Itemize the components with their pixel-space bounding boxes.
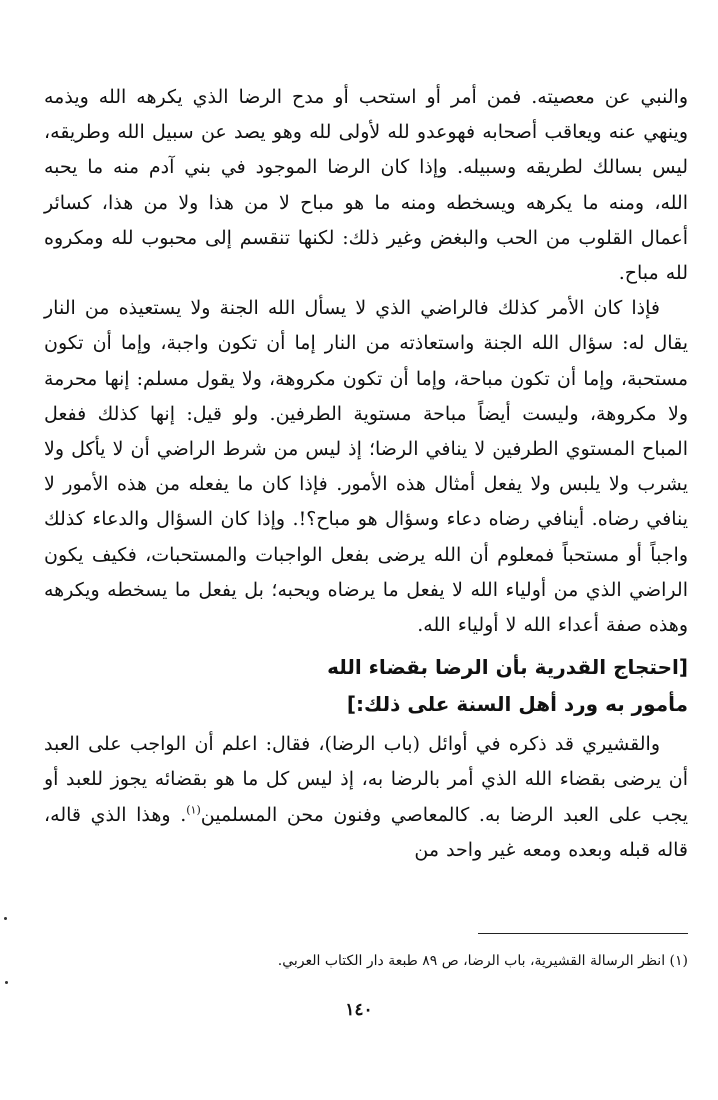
text-line: ما هو بقضائه يجوز للعبد أو يجب على العبد الرضا به. كالمعاصي وفنون bbox=[44, 768, 688, 826]
text-line: والنبي عن معصيته. فمن أمر أو استحب أو مدح الرضا الذي يكرهه الله bbox=[98, 86, 688, 108]
text-line: لكنها تنقسم إلى محبوب لله ومكروه لله مباح. bbox=[44, 226, 688, 285]
text-line: سبيل الله وطريقه، ليس بسالك لطريقه وسبيله. وإذا كان الرضا الموجود bbox=[44, 121, 689, 179]
paragraph-1 bbox=[44, 80, 688, 291]
text-line: رضاه. أينافي رضاه دعاء وسؤال هو مباح؟!. وإذا كان السؤال والدعاء bbox=[92, 508, 639, 531]
scan-speck bbox=[4, 917, 7, 920]
text-line: الطرفين. ولو قيل: إنها كذلك ففعل المباح المستوي الطرفين لا ينافي bbox=[44, 402, 688, 461]
text-line: فإذا كان الأمر كذلك فالراضي الذي لا يسأل الله الجنة ولا يستعيذه bbox=[118, 297, 660, 320]
text-line: ولا يقول مسلم: إنها محرمة ولا مكروهة، وليست أيضاً مباحة مستوية bbox=[44, 367, 688, 425]
text-line: ويحبه؛ بل يفعل ما يسخطه ويكرهه وهذه صفة أعداء الله لا أولياء الله. bbox=[44, 578, 688, 637]
paragraph-2 bbox=[44, 291, 688, 643]
paragraph-3 bbox=[44, 727, 688, 868]
text-line: كذلك واجباً أو مستحباً فمعلوم أن الله يرضى بفعل الواجبات bbox=[44, 508, 688, 566]
footnote-separator bbox=[478, 933, 688, 934]
text-line: على العبد أن يرضى بقضاء الله الذي أمر بالرضا به، إذ ليس كل bbox=[44, 733, 688, 791]
text-line: والقشيري قد ذكره في أوائل (باب الرضا)، فقال: اعلم أن الواجب bbox=[129, 733, 660, 756]
section-heading bbox=[44, 643, 688, 727]
text-line: ويذمه وينهي عنه ويعاقب أصحابه فهوعدو لله لأولى لله وهو يصد عن bbox=[44, 86, 688, 144]
text-line: الرضا؛ إذ ليس من شرط الراضي أن لا يأكل ولا يشرب ولا يلبس bbox=[44, 438, 689, 496]
text-line: وإما أن تكون مستحبة، وإما أن تكون مباحة، وإما أن تكون مكروهة، bbox=[44, 332, 688, 390]
main-text bbox=[44, 80, 688, 868]
text-line: . وهذا الذي قاله، قاله قبله وبعده ومعه غير واحد من bbox=[44, 803, 688, 861]
text-line: محن المسلمين bbox=[200, 803, 324, 826]
scan-speck bbox=[5, 981, 8, 984]
text-line: ولا يفعل أمثال هذه الأمور. فإذا كان ما يفعله من هذه الأمور لا ينافي bbox=[44, 473, 689, 531]
text-line: والمستحبات، فكيف يكون الراضي الذي من أولياء الله لا يفعل ما يرضاه bbox=[44, 543, 688, 601]
page-number: ١٤٠ bbox=[345, 1000, 373, 1020]
heading-line-1: [احتجاج القدرية بأن الرضا بقضاء الله bbox=[327, 655, 688, 680]
text-line: من النار يقال له: سؤال الله الجنة واستعاذته من النار إما أن تكون واجبة، bbox=[44, 297, 688, 355]
text-line: هذا ولا من هذا، كسائر أعمال القلوب من الحب والبغض وغير ذلك: bbox=[44, 191, 688, 249]
footnote-reference: (١) bbox=[186, 803, 201, 817]
footnote: (١) انظر الرسالة القشيرية، باب الرضا، ص ٨٩ طبعة دار الكتاب العربي. bbox=[277, 953, 688, 969]
heading-line-2: مأمور به ورد أهل السنة على ذلك:] bbox=[346, 692, 688, 717]
text-line: في بني آدم منه ما يحبه الله، ومنه ما يكرهه ويسخطه ومنه ما هو مباح لا من bbox=[44, 156, 688, 214]
